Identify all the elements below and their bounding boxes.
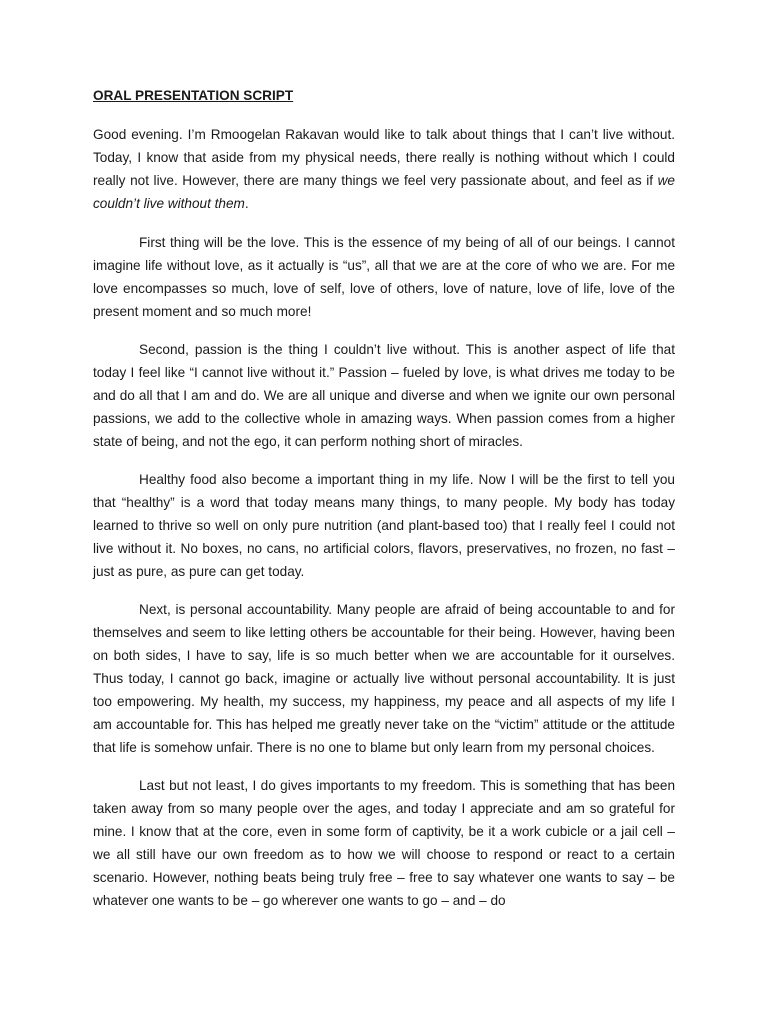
intro-emphasis: we couldn’t live without them [93, 173, 675, 211]
paragraph-freedom: Last but not least, I do gives importants to my freedom. This is something that has been taken away from so many people over the ages, and today I appreciate and am so grateful for mine. I know that at the core, even in some form of captivity, be it a work cubicle or a jail cell – we all still have our own freedom as to how we will choose to respond or react to a certain scenario. However, nothing beats being truly free – free to say whatever one wants to say – be whatever one wants to be – go wherever one wants to go – and – do [93, 778, 675, 908]
paragraph-accountability: Next, is personal accountability. Many people are afraid of being accountable to and for themselves and seem to like letting others be accountable for their being. However, having been on both sides, I have to say, life is so much better when we are accountable for it ourselves. Thus today, I cannot go back, imagine or actually live without personal accountability. It is just too empowering. My health, my success, my happiness, my peace and all aspects of my life I am accountable for. This has helped me greatly never take on the “victim” attitude or the attitude that life is somehow unfair. There is no one to blame but only learn from my personal choices. [93, 602, 675, 755]
document-page [93, 84, 675, 927]
intro-text: Good evening. I’m Rmoogelan Rakavan would like to talk about things that I can’t live without. Today, I know that aside from my physical needs, there really is nothing without which I could really not live. However, there are many things we feel very passionate about, and feel as if [93, 127, 675, 188]
intro-paragraph [93, 123, 675, 215]
document-title: ORAL PRESENTATION SCRIPT [93, 88, 294, 103]
intro-end: . [244, 196, 249, 211]
paragraph-healthy-food: Healthy food also become a important thing in my life. Now I will be the first to tell you that “healthy” is a word that today means many things, to many people. My body has today learned to thrive so well on only pure nutrition (and plant-based too) that I really feel I could not live without it. No boxes, no cans, no artificial colors, flavors, preservatives, no frozen, no fast – just as pure, as pure can get today. [93, 472, 675, 579]
paragraph-passion: Second, passion is the thing I couldn’t live without. This is another aspect of life that today I feel like “I cannot live without it.” Passion – fueled by love, is what drives me today to be and do all that I am and do. We are all unique and diverse and when we ignite our own personal passions, we add to the collective whole in amazing ways. When passion comes from a higher state of being, and not the ego, it can perform nothing short of miracles. [93, 342, 675, 449]
paragraph-love: First thing will be the love. This is the essence of my being of all of our beings. I cannot imagine life without love, as it actually is “us”, all that we are at the core of who we are. For me love encompasses so much, love of self, love of others, love of nature, love of life, love of the present moment and so much more! [93, 235, 675, 319]
